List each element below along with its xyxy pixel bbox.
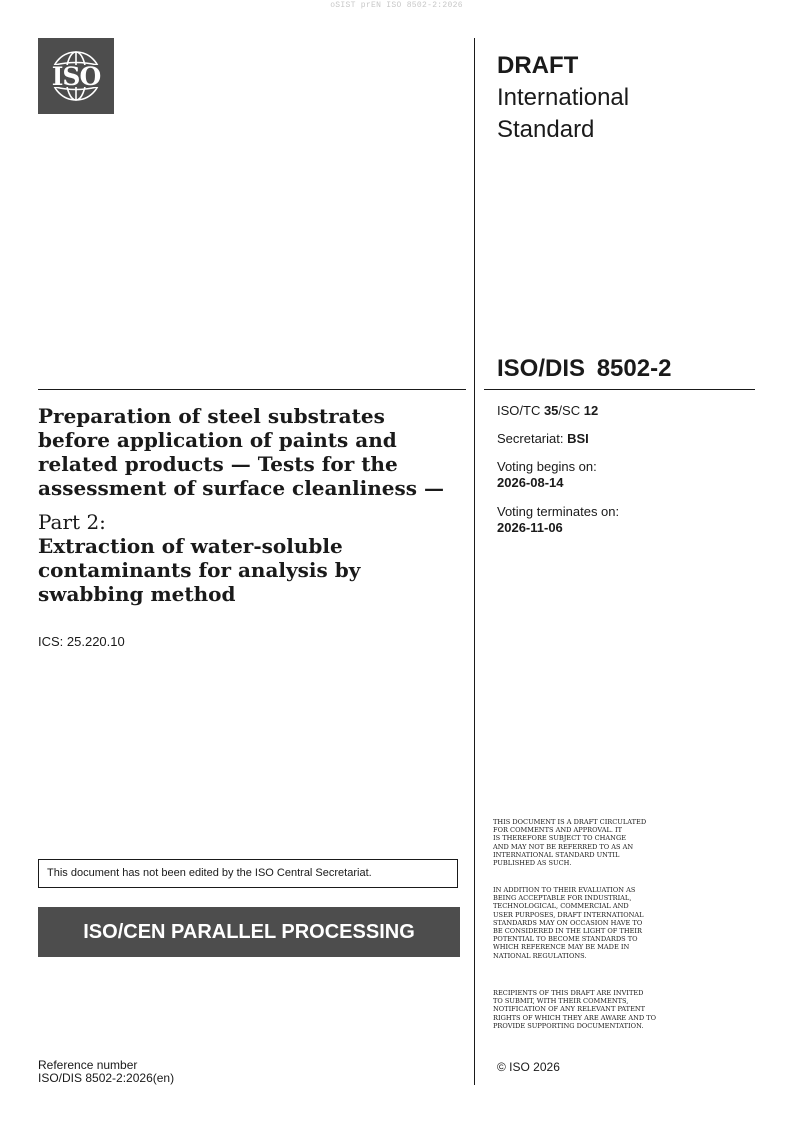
reference-number-value: ISO/DIS 8502-2:2026(en) (38, 1071, 175, 1085)
draft-label: DRAFT (497, 52, 579, 79)
secretariat: Secretariat: BSI (497, 431, 589, 446)
disclaimer-paragraph-3: RECIPIENTS OF THIS DRAFT ARE INVITED TO SUBMIT, WITH THEIR COMMENTS, NOTIFICATION OF ANY RELEVANT PATENT RIGHTS OF WHICH THEY ARE AWARE AND TO PROVIDE SUPPORTING DOCUMENTATION. (493, 989, 657, 1030)
reference-code: ISO/DIS 8502-2 (497, 355, 672, 382)
iso-globe-logo-icon (38, 38, 114, 114)
international-label: International (497, 84, 630, 111)
iso-logo-text: ISO (51, 62, 101, 91)
reference-number-label: Reference number (38, 1058, 138, 1072)
sc-number: 12 (583, 403, 599, 418)
horizontal-divider-left (38, 389, 466, 390)
tc-number: 35 (543, 403, 559, 418)
not-edited-notice: This document has not been edited by the ISO Central Secretariat. (38, 859, 458, 888)
part-label: Part 2: (38, 510, 106, 534)
copyright: © ISO 2026 (497, 1060, 560, 1074)
voting-terminates-date: 2026-11-06 (497, 520, 563, 535)
main-title: Preparation of steel substrates before application of paints and related products — Tests for the assessment of surface cleanliness — (38, 404, 444, 500)
voting-begins (497, 459, 757, 491)
voting-begins-date: 2026-08-14 (497, 475, 564, 490)
title-block (38, 404, 458, 606)
disclaimer-paragraph-2: IN ADDITION TO THEIR EVALUATION AS BEING ACCEPTABLE FOR INDUSTRIAL, TECHNOLOGICAL, COMMERCIAL AND USER PURPOSES, DRAFT INTERNATIONAL STANDARDS MAY ON OCCASION HAVE TO BE CONSIDERED IN THE LIGHT OF THEIR POTENTIAL TO BECOME STANDARDS TO WHICH REFERENCE MAY BE MADE IN NATIONAL REGULATIONS. (493, 886, 644, 960)
part-title: Extraction of water-soluble contaminants for analysis by swabbing method (38, 534, 361, 606)
watermark: oSIST prEN ISO 8502-2:2026 (330, 1, 463, 10)
document-status (497, 50, 629, 146)
secretariat-value: BSI (567, 431, 589, 446)
vertical-divider (474, 38, 475, 1085)
voting-begins-label: Voting begins on: (497, 459, 597, 474)
standard-label: Standard (497, 116, 595, 143)
parallel-processing-banner: ISO/CEN PARALLEL PROCESSING (38, 907, 460, 957)
horizontal-divider-right (484, 389, 755, 390)
ics-code: ICS: 25.220.10 (38, 634, 125, 649)
reference-number (38, 1059, 174, 1085)
iso-logo (38, 38, 114, 114)
disclaimer-paragraph-1: THIS DOCUMENT IS A DRAFT CIRCULATED FOR COMMENTS AND APPROVAL. IT IS THEREFORE SUBJECT TO CHANGE AND MAY NOT BE REFERRED TO AS AN INTERNATIONAL STANDARD UNTIL PUBLISHED AS SUCH. (493, 818, 647, 868)
committee: ISO/TC 35/SC 12 (497, 403, 599, 418)
voting-terminates (497, 504, 757, 536)
voting-terminates-label: Voting terminates on: (497, 504, 620, 519)
